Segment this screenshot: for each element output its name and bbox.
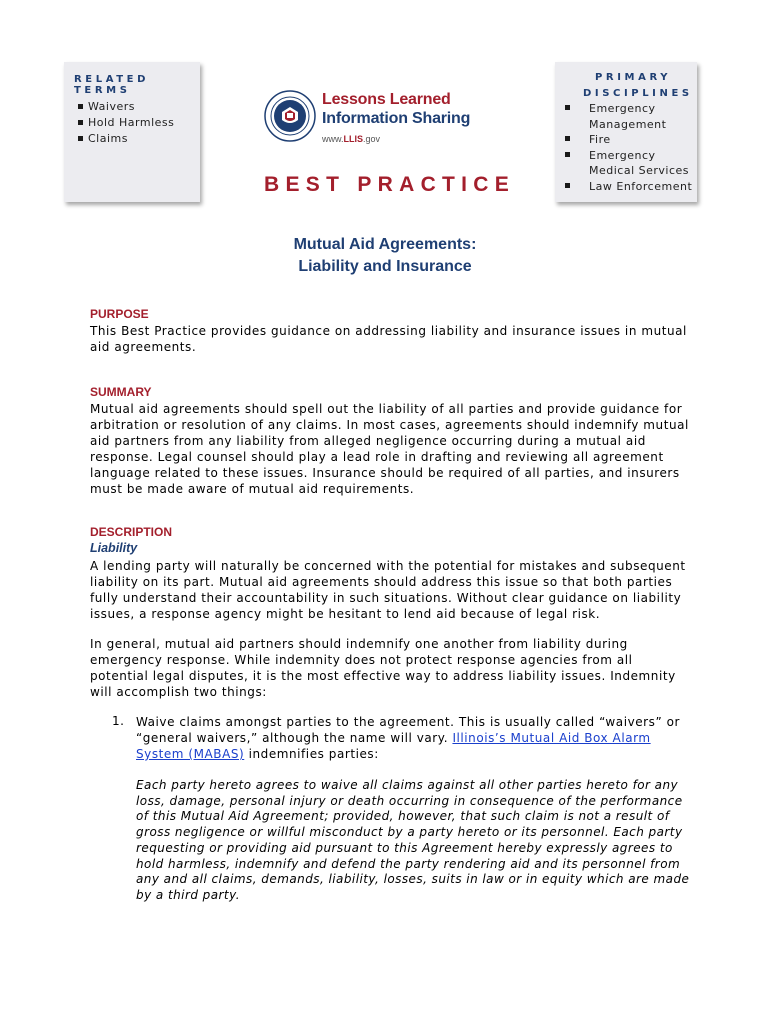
brand-name-line2: Information Sharing xyxy=(322,110,471,127)
liability-paragraph-1: A lending party will naturally be concerned with the potential for mistakes and subsequent liability on its part. Mutual aid agreements should address this issue so that both parties fully understand their accountability in such situations. Without clear guidance on liability issues, a response agency might be hesitant to lend aid because of legal risk. xyxy=(90,559,686,621)
summary-text: Mutual aid agreements should spell out the liability of all parties and provide guidance for arbitration or resolution of any claims. In most cases, agreements should indemnify mutual aid partners from any liability from alleged negligence occurring during a mutual aid response. Legal counsel should play a lead role in drafting and reviewing all agreement language related to these issues. Insurance should be required of all parties, and insurers must be made aware of mutual aid requirements. xyxy=(90,402,689,496)
brand-name-line1: Lessons Learned xyxy=(322,91,451,108)
purpose-heading: PURPOSE xyxy=(90,307,149,321)
discipline-item: Fire xyxy=(555,132,697,148)
related-term-item: Hold Harmless xyxy=(76,115,174,131)
disciplines-list xyxy=(555,101,697,194)
disciplines-heading-line2: DISCIPLINES xyxy=(583,88,693,99)
discipline-item: Emergency Management xyxy=(555,101,697,132)
related-term-item: Claims xyxy=(76,131,174,147)
list-item-number: 1. xyxy=(112,714,125,728)
title-line2: Liability and Insurance xyxy=(298,258,472,275)
brand-url: www.LLIS.gov xyxy=(322,134,381,144)
related-terms-box xyxy=(64,62,200,202)
primary-disciplines-box xyxy=(555,62,697,202)
mabas-link[interactable]: Illinois’s Mutual Aid Box Alarm System (MABAS) xyxy=(136,731,651,761)
related-terms-heading: RELATED TERMS xyxy=(74,74,150,96)
document-title xyxy=(0,234,770,278)
related-term-item: Waivers xyxy=(76,99,174,115)
title-line1: Mutual Aid Agreements: xyxy=(293,236,477,253)
best-practice-label: BEST PRACTICE xyxy=(264,173,516,196)
dhs-seal-icon xyxy=(264,90,316,142)
mabas-quote: Each party hereto agrees to waive all claims against all other parties hereto for any loss, damage, personal injury or death occurring in consequence of the performance of this Mutual Aid Agreement; provided, however, that such claim is not a result of gross negligence or willful misconduct by a party hereto or its personnel. Each party requesting or providing aid pursuant to this Agreement hereby expressly agrees to hold harmless, indemnify and defend the party rendering aid and its personnel from any and all claims, demands, liability, losses, suits in law or in equity which are made by a third party. xyxy=(136,778,690,902)
liability-subheading: Liability xyxy=(90,541,138,555)
discipline-item: Law Enforcement xyxy=(555,179,697,195)
discipline-item: Emergency Medical Services xyxy=(555,148,697,179)
liability-paragraph-2: In general, mutual aid partners should indemnify one another from liability during emergency response. While indemnity does not protect response agencies from all potential legal disputes, it is the most effective way to address liability issues. Indemnity will accomplish two things: xyxy=(90,637,676,699)
list-item-text: Waive claims amongst parties to the agreement. This is usually called “waivers” or “general waivers,” although the name will vary. Illinois’s Mutual Aid Box Alarm System (MABAS) indemnifies parties: xyxy=(136,715,680,761)
purpose-text: This Best Practice provides guidance on addressing liability and insurance issues in mutual aid agreements. xyxy=(90,324,687,354)
summary-heading: SUMMARY xyxy=(90,385,152,399)
related-terms-list xyxy=(76,99,174,147)
disciplines-heading-line1: PRIMARY xyxy=(595,72,672,83)
description-heading: DESCRIPTION xyxy=(90,525,173,539)
